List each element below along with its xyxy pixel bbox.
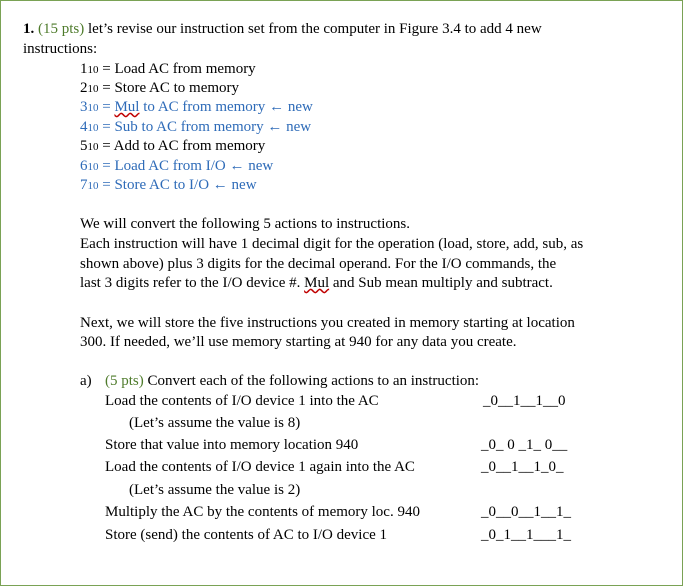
action-row-3: Load the contents of I/O device 1 again into the AC (105, 459, 415, 475)
paragraph1-line3: shown above) plus 3 digits for the decimal operand. For the I/O commands, the (80, 256, 557, 272)
paragraph1-line2: Each instruction will have 1 decimal digit for the operation (load, store, add, sub, as (80, 236, 584, 252)
part-a-label: a) (80, 373, 92, 389)
instruction-item-1: 110 = Load AC from memory (80, 61, 256, 77)
question-header (23, 20, 542, 40)
paragraph1-line1: We will convert the following 5 actions to instructions. (80, 216, 410, 232)
part-a-points: (5 pts) (105, 373, 144, 389)
action-row-1: Load the contents of I/O device 1 into the AC (105, 393, 379, 409)
paragraph2-line2: 300. If needed, we’ll use memory starting at 940 for any data you create. (80, 334, 517, 350)
instruction-item-2: 210 = Store AC to memory (80, 80, 240, 96)
instruction-item-4: 410 = Sub to AC from memory ← new (80, 119, 312, 135)
new-marker: ← new (269, 99, 313, 115)
action-row-5: Store (send) the contents of AC to I/O device 1 (105, 527, 388, 543)
instruction-item-3: 310 = Mul to AC from memory ← new (80, 99, 313, 115)
answer-5: _0_1__1___1_ (481, 527, 571, 543)
instruction-item-7: 710 = Store AC to I/O ← new (80, 177, 257, 193)
action-row-4: Multiply the AC by the contents of memory loc. 940 (105, 504, 420, 520)
action-row-2: Store that value into memory location 940 (105, 437, 359, 453)
answer-2: _0_ 0 _1_ 0__ (481, 437, 568, 453)
question-points: (15 pts) (38, 21, 85, 37)
new-marker: ← new (212, 177, 257, 193)
action-note-2: (Let’s assume the value is 2) (129, 482, 301, 498)
part-a-header (80, 372, 92, 392)
question-number: 1. (23, 21, 35, 37)
answer-4: _0__0__1__1_ (481, 504, 571, 520)
question-intro-line2: instructions: (23, 41, 98, 57)
instruction-item-6: 610 = Load AC from I/O ← new (80, 158, 274, 174)
misspelled-word: Mul (304, 275, 330, 291)
instruction-item-5: 510 = Add to AC from memory (80, 138, 266, 154)
action-note-1: (Let’s assume the value is 8) (129, 415, 301, 431)
new-marker: ← new (267, 119, 312, 135)
question-intro-line1: let’s revise our instruction set from the computer in Figure 3.4 to add 4 new (84, 21, 542, 37)
paragraph1-line4: last 3 digits refer to the I/O device #. Mul and Sub mean multiply and subtract. (80, 275, 553, 291)
misspelled-word: Mul (114, 99, 140, 115)
paragraph2-line1: Next, we will store the five instructions you created in memory starting at location (80, 315, 575, 331)
new-marker: ← new (229, 158, 274, 174)
part-a-prompt: (5 pts) Convert each of the following actions to an instruction: (105, 373, 480, 389)
answer-3: _0__1__1_0_ (481, 459, 564, 475)
answer-1: _0__1__1__0 (483, 393, 566, 409)
